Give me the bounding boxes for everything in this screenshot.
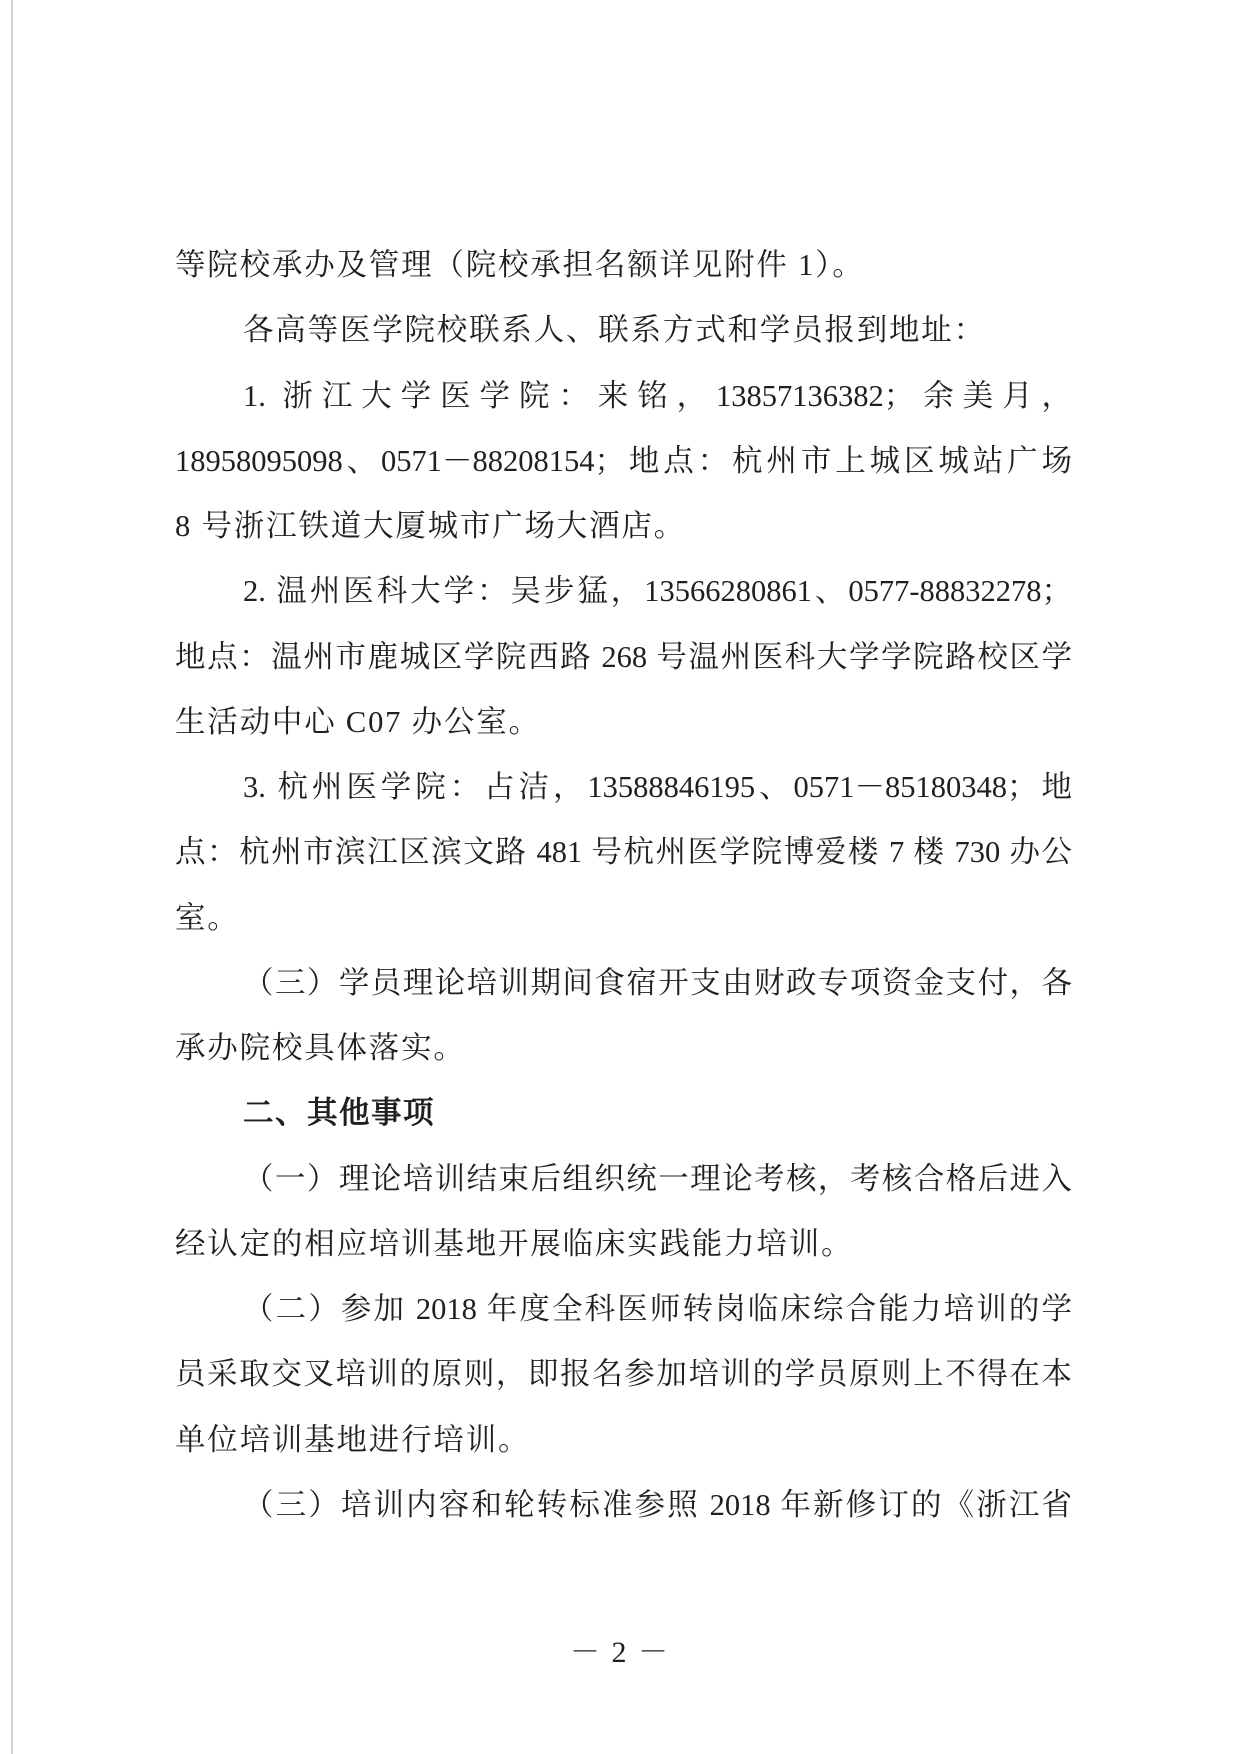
body-text-line: 室。	[175, 900, 240, 935]
body-text-line: （二）参加 2018 年度全科医师转岗临床综合能力培训的学	[243, 1292, 1072, 1326]
body-text-line: 单位培训基地进行培训。	[175, 1422, 531, 1457]
body-text-line: （三）学员理论培训期间食宿开支由财政专项资金支付，各	[243, 965, 1072, 1000]
contact-item-zju: 1. 浙江大学医学院：来铭，13857136382；余美月，	[243, 378, 1072, 413]
document-body	[175, 233, 1072, 1538]
page-number: － 2 －	[570, 1636, 670, 1669]
body-text-line: 员采取交叉培训的原则，即报名参加培训的学员原则上不得在本	[175, 1357, 1072, 1392]
body-text-line: 各高等医学院校联系人、联系方式和学员报到地址：	[243, 313, 986, 348]
body-text-line: 地点：温州市鹿城区学院西路 268 号温州医科大学学院路校区学	[175, 639, 1072, 674]
body-text-line: 点：杭州市滨江区滨文路 481 号杭州医学院博爱楼 7 楼 730 办公	[175, 835, 1072, 870]
contact-item-wmu: 2. 温州医科大学：吴步猛，13566280861、0577-88832278；	[243, 574, 1072, 609]
body-text-line: 8 号浙江铁道大厦城市广场大酒店。	[175, 509, 686, 543]
scan-edge-line	[11, 0, 13, 1754]
contact-item-hmc: 3. 杭州医学院：占洁，13588846195、0571－85180348；地	[243, 770, 1072, 804]
body-text-line: 生活动中心 C07 办公室。	[175, 704, 541, 739]
body-text-line: （一）理论培训结束后组织统一理论考核，考核合格后进入	[243, 1161, 1072, 1196]
body-text-line: （三）培训内容和轮转标准参照 2018 年新修订的《浙江省	[243, 1487, 1072, 1522]
body-text-line: 经认定的相应培训基地开展临床实践能力培训。	[175, 1226, 854, 1261]
body-text-line: 18958095098、0571－88208154；地点：杭州市上城区城站广场	[175, 443, 1072, 478]
body-text-line: 等院校承办及管理（院校承担名额详见附件 1）。	[175, 248, 865, 282]
body-text-line: 承办院校具体落实。	[175, 1031, 466, 1065]
section-heading: 二、其他事项	[243, 1096, 435, 1131]
